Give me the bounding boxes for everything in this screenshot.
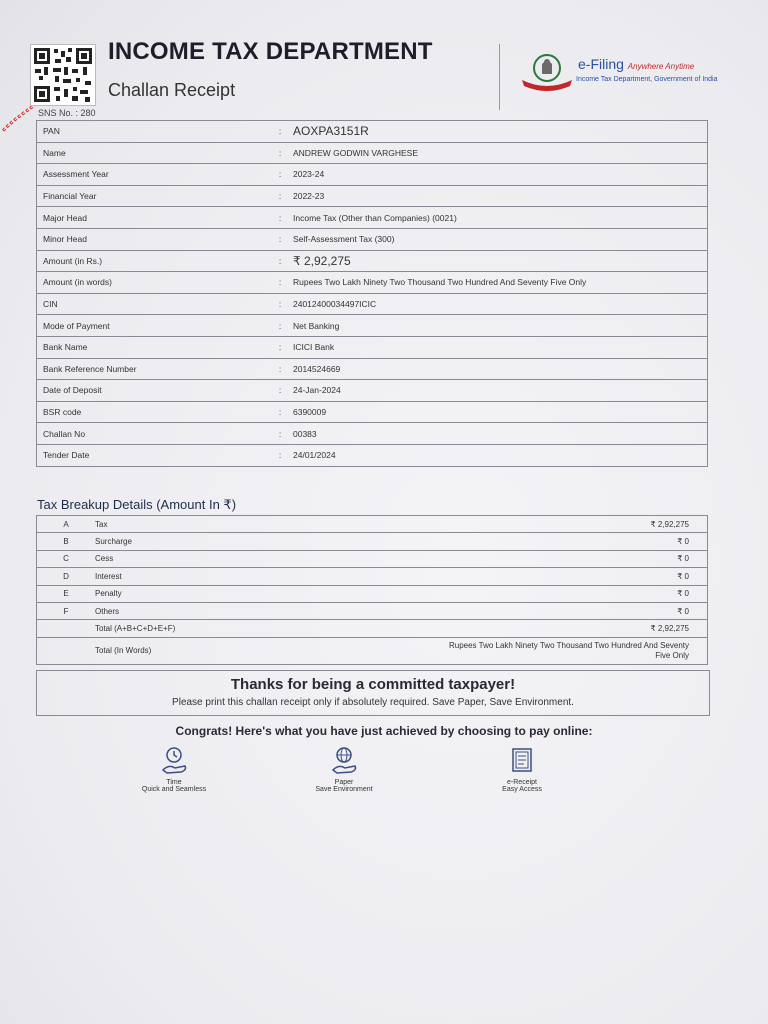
breakup-label: Cess xyxy=(89,550,241,567)
benefit-time xyxy=(104,746,244,793)
breakup-label: Interest xyxy=(89,568,241,585)
detail-value: 2014524669 xyxy=(287,358,708,380)
detail-row xyxy=(37,401,708,423)
tax-breakup-table xyxy=(36,515,708,665)
total-label: Total (A+B+C+D+E+F) xyxy=(89,620,241,637)
breakup-amount: ₹ 0 xyxy=(241,568,707,585)
benefit-ereceipt-sub: Easy Access xyxy=(502,786,542,793)
congrats-message: Congrats! Here's what you have just achieved by choosing to pay online: xyxy=(175,724,593,738)
header-divider xyxy=(499,44,500,110)
detail-row xyxy=(37,358,708,380)
detail-value: 00383 xyxy=(287,423,708,445)
total-amount: ₹ 2,92,275 xyxy=(241,620,707,637)
detail-label: Major Head xyxy=(37,207,274,229)
page-title: INCOME TAX DEPARTMENT xyxy=(108,38,433,65)
detail-separator: : xyxy=(273,142,287,164)
breakup-row xyxy=(37,533,708,550)
detail-row xyxy=(37,423,708,445)
breakup-code: A xyxy=(37,516,90,533)
page-subtitle: Challan Receipt xyxy=(108,80,236,100)
detail-separator: : xyxy=(273,185,287,207)
detail-value: ICICI Bank xyxy=(287,336,708,358)
breakup-label: Tax xyxy=(89,516,241,533)
challan-details-table xyxy=(36,120,708,467)
breakup-title: Tax Breakup Details (Amount In ₹) xyxy=(37,497,237,512)
detail-row xyxy=(37,142,708,164)
detail-value: 24012400034497ICIC xyxy=(287,293,708,315)
detail-row xyxy=(37,121,708,143)
breakup-row xyxy=(37,602,708,619)
detail-value: ANDREW GODWIN VARGHESE xyxy=(287,142,708,164)
benefit-time-title: Time xyxy=(166,779,182,786)
detail-label: Amount (in Rs.) xyxy=(37,250,274,272)
detail-separator: : xyxy=(273,315,287,337)
breakup-row xyxy=(37,585,708,602)
detail-separator: : xyxy=(273,228,287,250)
breakup-label: Others xyxy=(89,602,241,619)
efiling-tagline: Anywhere Anytime xyxy=(627,62,695,71)
breakup-label: Surcharge xyxy=(89,533,241,550)
benefit-time-sub: Quick and Seamless xyxy=(141,786,207,793)
breakup-code: B xyxy=(37,533,90,550)
detail-value: 2023-24 xyxy=(287,164,708,186)
detail-value: ₹ 2,92,275 xyxy=(287,250,708,272)
breakup-amount: ₹ 0 xyxy=(241,602,707,619)
detail-label: Assessment Year xyxy=(37,164,274,186)
detail-value: 24/01/2024 xyxy=(287,444,708,466)
detail-row xyxy=(37,228,708,250)
detail-row xyxy=(37,207,708,229)
globe-hand-icon xyxy=(329,746,359,776)
detail-value: AOXPA3151R xyxy=(287,121,708,143)
print-note: Please print this challan receipt only if absolutely required. Save Paper, Save Environment. xyxy=(172,697,574,708)
e-receipt-icon xyxy=(507,746,537,776)
total-words-row xyxy=(37,637,708,664)
detail-row xyxy=(37,444,708,466)
qr-code xyxy=(30,44,96,106)
efiling-brand xyxy=(578,56,694,72)
clock-hand-icon xyxy=(159,746,189,776)
total-words-line1: Rupees Two Lakh Ninety Two Thousand Two Hundred And Seventy xyxy=(448,640,689,650)
detail-separator: : xyxy=(273,164,287,186)
breakup-row xyxy=(37,568,708,585)
detail-value: 24-Jan-2024 xyxy=(287,380,708,402)
detail-label: Financial Year xyxy=(37,185,274,207)
detail-label: Tender Date xyxy=(37,444,274,466)
breakup-code: D xyxy=(37,568,90,585)
detail-row xyxy=(37,293,708,315)
detail-value: Rupees Two Lakh Ninety Two Thousand Two Hundred And Seventy Five Only xyxy=(287,272,708,294)
detail-separator: : xyxy=(273,423,287,445)
benefit-paper-title: Paper xyxy=(334,779,354,786)
detail-row xyxy=(37,315,708,337)
breakup-amount: ₹ 0 xyxy=(241,585,707,602)
detail-value: Net Banking xyxy=(287,315,708,337)
detail-row xyxy=(37,164,708,186)
breakup-amount: ₹ 0 xyxy=(241,533,707,550)
efiling-label: e-Filing xyxy=(578,56,624,72)
detail-label: Challan No xyxy=(37,423,274,445)
breakup-row xyxy=(37,550,708,567)
detail-row xyxy=(37,250,708,272)
detail-label: Minor Head xyxy=(37,228,274,250)
total-words-value xyxy=(241,637,707,664)
detail-value: Income Tax (Other than Companies) (0021) xyxy=(287,207,708,229)
benefit-paper xyxy=(274,746,414,793)
detail-separator: : xyxy=(273,380,287,402)
detail-label: Date of Deposit xyxy=(37,380,274,402)
detail-label: BSR code xyxy=(37,401,274,423)
breakup-code: E xyxy=(37,585,90,602)
detail-separator: : xyxy=(273,250,287,272)
detail-separator: : xyxy=(273,336,287,358)
emblem-logo-icon xyxy=(520,52,574,92)
total-row xyxy=(37,620,708,637)
detail-separator: : xyxy=(273,272,287,294)
breakup-amount: ₹ 0 xyxy=(241,550,707,567)
detail-separator: : xyxy=(273,293,287,315)
detail-label: PAN xyxy=(37,121,274,143)
efiling-subtitle: Income Tax Department, Government of India xyxy=(576,76,718,83)
thanks-box xyxy=(36,670,710,716)
detail-label: Amount (in words) xyxy=(37,272,274,294)
detail-label: Name xyxy=(37,142,274,164)
detail-separator: : xyxy=(273,121,287,143)
detail-value: 2022-23 xyxy=(287,185,708,207)
detail-separator: : xyxy=(273,207,287,229)
breakup-label: Penalty xyxy=(89,585,241,602)
detail-row xyxy=(37,380,708,402)
breakup-amount: ₹ 2,92,275 xyxy=(241,516,707,533)
benefit-paper-sub: Save Environment xyxy=(315,786,373,793)
thanks-message: Thanks for being a committed taxpayer! xyxy=(230,676,516,693)
detail-row xyxy=(37,272,708,294)
detail-label: CIN xyxy=(37,293,274,315)
detail-label: Bank Name xyxy=(37,336,274,358)
detail-separator: : xyxy=(273,401,287,423)
detail-row xyxy=(37,185,708,207)
detail-row xyxy=(37,336,708,358)
detail-label: Mode of Payment xyxy=(37,315,274,337)
breakup-code: C xyxy=(37,550,90,567)
detail-separator: : xyxy=(273,358,287,380)
breakup-row xyxy=(37,516,708,533)
total-words-label: Total (In Words) xyxy=(89,637,241,664)
breakup-code: F xyxy=(37,602,90,619)
total-words-line2: Five Only xyxy=(655,650,689,660)
benefit-ereceipt-title: e-Receipt xyxy=(507,779,537,786)
benefit-ereceipt xyxy=(452,746,592,793)
detail-label: Bank Reference Number xyxy=(37,358,274,380)
detail-value: Self-Assessment Tax (300) xyxy=(287,228,708,250)
detail-separator: : xyxy=(273,444,287,466)
detail-value: 6390009 xyxy=(287,401,708,423)
serial-number: SNS No. : 280 xyxy=(38,108,96,118)
